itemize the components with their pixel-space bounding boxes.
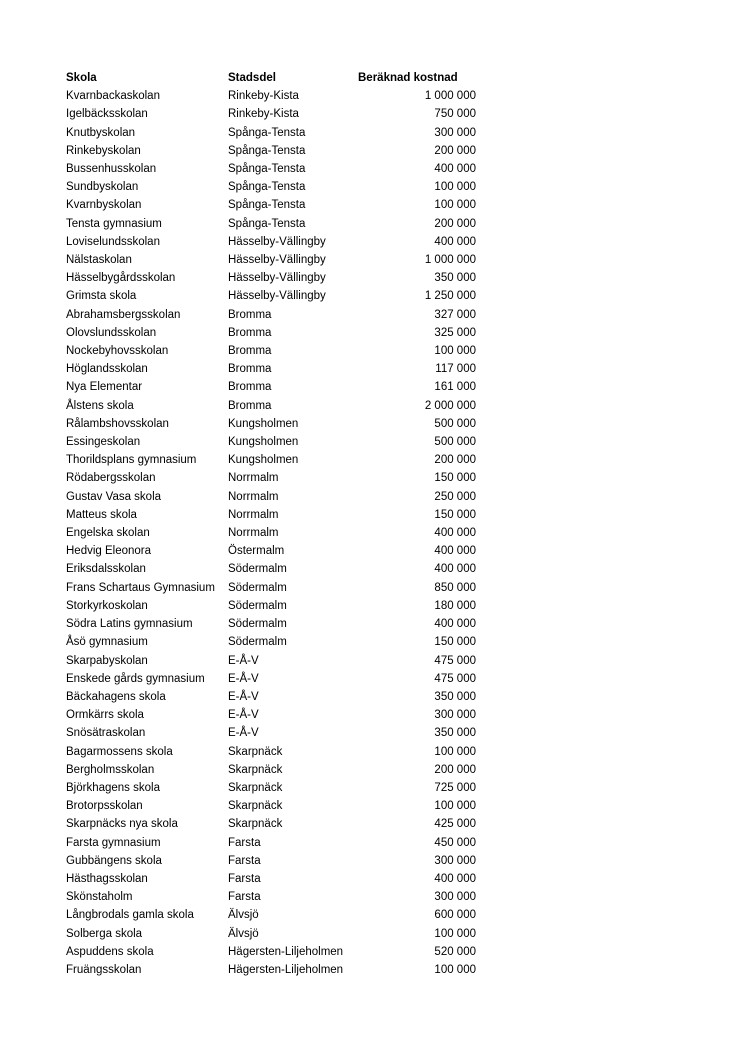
cell-cost: 150 000 [434, 636, 476, 649]
table-row [66, 724, 476, 742]
cell-district: Bromma [228, 363, 272, 376]
table-row [66, 670, 476, 688]
cell-cost: 750 000 [434, 108, 476, 121]
table-row [66, 743, 476, 761]
cell-school: Skarpabyskolan [66, 654, 148, 667]
cell-district: Bromma [228, 399, 272, 412]
cell-school: Gustav Vasa skola [66, 490, 162, 503]
cell-cost: 1 000 000 [424, 254, 476, 267]
cell-cost: 400 000 [434, 872, 476, 885]
table-row [66, 633, 476, 651]
table-row [66, 943, 476, 961]
cell-school: Långbrodals gamla skola [66, 909, 194, 922]
cell-cost: 400 000 [434, 618, 476, 631]
cell-cost: 150 000 [434, 472, 476, 485]
cell-school: Sundbyskolan [66, 181, 139, 194]
cell-district: Skarpnäck [228, 781, 283, 794]
cell-cost: 150 000 [434, 508, 476, 521]
cell-district: Södermalm [228, 581, 287, 594]
cell-cost: 475 000 [434, 654, 476, 667]
cell-district: Södermalm [228, 636, 287, 649]
table-row [66, 105, 476, 123]
cell-school: Matteus skola [66, 508, 137, 521]
cell-district: Bromma [228, 345, 272, 358]
cell-district: Kungsholmen [228, 436, 299, 449]
table-row [66, 688, 476, 706]
table-row [66, 342, 476, 360]
cell-cost: 100 000 [434, 345, 476, 358]
cell-cost: 100 000 [434, 927, 476, 940]
cell-school: Loviselundsskolan [66, 235, 160, 248]
table-row [66, 87, 476, 105]
cell-cost: 1 250 000 [424, 290, 476, 303]
table-row [66, 196, 476, 214]
table-row [66, 761, 476, 779]
cell-cost: 100 000 [434, 745, 476, 758]
table-row [66, 178, 476, 196]
cell-cost: 200 000 [434, 454, 476, 467]
cell-school: Farsta gymnasium [66, 836, 161, 849]
cell-cost: 200 000 [434, 144, 476, 157]
cell-school: Snösätraskolan [66, 727, 146, 740]
table-row [66, 797, 476, 815]
cell-cost: 100 000 [434, 800, 476, 813]
cell-district: Rinkeby-Kista [228, 90, 299, 103]
cell-district: Hässelby-Vällingby [228, 272, 326, 285]
cell-cost: 400 000 [434, 163, 476, 176]
table-body [66, 87, 476, 979]
cell-cost: 300 000 [434, 126, 476, 139]
table-row [66, 451, 476, 469]
cell-cost: 327 000 [434, 308, 476, 321]
table-row [66, 542, 476, 560]
table-row [66, 870, 476, 888]
cell-school: Thorildsplans gymnasium [66, 454, 197, 467]
cell-district: Farsta [228, 891, 261, 904]
cell-cost: 1 000 000 [424, 90, 476, 103]
cell-cost: 325 000 [434, 326, 476, 339]
cell-cost: 100 000 [434, 963, 476, 976]
cell-school: Rinkebyskolan [66, 144, 141, 157]
cell-district: Södermalm [228, 599, 287, 612]
cell-cost: 100 000 [434, 199, 476, 212]
table-row [66, 906, 476, 924]
cell-district: Bromma [228, 326, 272, 339]
table-row [66, 124, 476, 142]
cell-school: Engelska skolan [66, 527, 150, 540]
table-row [66, 834, 476, 852]
cell-cost: 400 000 [434, 545, 476, 558]
cell-district: Spånga-Tensta [228, 144, 306, 157]
cell-district: Farsta [228, 836, 261, 849]
table-row [66, 142, 476, 160]
table-row [66, 852, 476, 870]
cell-school: Fruängsskolan [66, 963, 142, 976]
cell-district: Norrmalm [228, 472, 279, 485]
cell-district: Älvsjö [228, 927, 259, 940]
header-school: Skola [66, 72, 97, 84]
cell-cost: 300 000 [434, 854, 476, 867]
cell-cost: 500 000 [434, 417, 476, 430]
cell-school: Ormkärrs skola [66, 709, 144, 722]
cell-district: Norrmalm [228, 508, 279, 521]
cell-school: Ålstens skola [66, 399, 134, 412]
cost-table-sheet [66, 69, 476, 979]
cell-cost: 600 000 [434, 909, 476, 922]
cell-cost: 350 000 [434, 272, 476, 285]
table-row [66, 251, 476, 269]
cell-school: Aspuddens skola [66, 945, 154, 958]
cell-cost: 500 000 [434, 436, 476, 449]
cell-district: E-Å-V [228, 654, 259, 667]
table-row [66, 597, 476, 615]
cell-district: Hässelby-Vällingby [228, 290, 326, 303]
cell-cost: 475 000 [434, 672, 476, 685]
table-row [66, 579, 476, 597]
cell-district: E-Å-V [228, 690, 259, 703]
cell-district: Södermalm [228, 618, 287, 631]
cell-school: Olovslundsskolan [66, 326, 157, 339]
cell-cost: 400 000 [434, 235, 476, 248]
cell-school: Åsö gymnasium [66, 636, 148, 649]
table-row [66, 524, 476, 542]
table-row [66, 488, 476, 506]
cell-district: Östermalm [228, 545, 285, 558]
table-row [66, 306, 476, 324]
cell-cost: 200 000 [434, 763, 476, 776]
cell-cost: 400 000 [434, 563, 476, 576]
cell-school: Bergholmsskolan [66, 763, 155, 776]
cell-district: Skarpnäck [228, 818, 283, 831]
cell-school: Nockebyhovsskolan [66, 345, 169, 358]
table-header-row [66, 69, 476, 87]
cell-district: Kungsholmen [228, 417, 299, 430]
cell-school: Hästhagsskolan [66, 872, 148, 885]
cell-district: Farsta [228, 872, 261, 885]
cell-school: Enskede gårds gymnasium [66, 672, 205, 685]
cell-district: Kungsholmen [228, 454, 299, 467]
cell-cost: 520 000 [434, 945, 476, 958]
table-row [66, 560, 476, 578]
cell-school: Höglandsskolan [66, 363, 148, 376]
cell-district: Rinkeby-Kista [228, 108, 299, 121]
cell-district: Skarpnäck [228, 800, 283, 813]
cell-school: Bagarmossens skola [66, 745, 173, 758]
cell-school: Essingeskolan [66, 436, 141, 449]
table-row [66, 160, 476, 178]
cell-cost: 200 000 [434, 217, 476, 230]
cell-district: Norrmalm [228, 527, 279, 540]
cell-school: Kvarnbyskolan [66, 199, 142, 212]
cell-school: Södra Latins gymnasium [66, 618, 193, 631]
cell-cost: 400 000 [434, 527, 476, 540]
cell-district: Hässelby-Vällingby [228, 254, 326, 267]
cell-school: Gubbängens skola [66, 854, 162, 867]
cell-district: Spånga-Tensta [228, 181, 306, 194]
cell-school: Brotorpsskolan [66, 800, 143, 813]
table-row [66, 324, 476, 342]
cell-district: Älvsjö [228, 909, 259, 922]
table-row [66, 506, 476, 524]
cell-district: Spånga-Tensta [228, 163, 306, 176]
cell-school: Skarpnäcks nya skola [66, 818, 178, 831]
cell-school: Igelbäcksskolan [66, 108, 148, 121]
cell-school: Hässelbygårdsskolan [66, 272, 176, 285]
cell-school: Eriksdalsskolan [66, 563, 146, 576]
cell-school: Tensta gymnasium [66, 217, 162, 230]
table-row [66, 378, 476, 396]
cell-district: Farsta [228, 854, 261, 867]
cell-district: E-Å-V [228, 709, 259, 722]
table-row [66, 287, 476, 305]
cell-cost: 850 000 [434, 581, 476, 594]
cell-district: Spånga-Tensta [228, 217, 306, 230]
cell-district: Hässelby-Vällingby [228, 235, 326, 248]
cell-school: Abrahamsbergsskolan [66, 308, 181, 321]
cell-cost: 117 000 [435, 363, 476, 376]
cell-school: Hedvig Eleonora [66, 545, 152, 558]
cell-cost: 250 000 [434, 490, 476, 503]
table-row [66, 815, 476, 833]
cell-cost: 100 000 [434, 181, 476, 194]
table-row [66, 233, 476, 251]
cell-district: Hägersten-Liljeholmen [228, 963, 344, 976]
cell-school: Frans Schartaus Gymnasium [66, 581, 215, 594]
cell-district: Skarpnäck [228, 763, 283, 776]
cell-district: Bromma [228, 381, 272, 394]
cell-school: Nya Elementar [66, 381, 143, 394]
cell-district: Norrmalm [228, 490, 279, 503]
cell-school: Solberga skola [66, 927, 143, 940]
cell-cost: 300 000 [434, 709, 476, 722]
header-cost: Beräknad kostnad [358, 72, 458, 84]
cell-district: Bromma [228, 308, 272, 321]
cell-school: Skönstaholm [66, 891, 133, 904]
table-row [66, 397, 476, 415]
school-cost-table [66, 69, 476, 979]
table-row [66, 615, 476, 633]
cell-school: Storkyrkoskolan [66, 599, 148, 612]
cell-school: Rödabergsskolan [66, 472, 156, 485]
table-row [66, 888, 476, 906]
cell-cost: 300 000 [434, 891, 476, 904]
cell-cost: 161 000 [434, 381, 476, 394]
cell-school: Grimsta skola [66, 290, 137, 303]
cell-cost: 425 000 [434, 818, 476, 831]
table-row [66, 360, 476, 378]
cell-district: Spånga-Tensta [228, 199, 306, 212]
cell-district: Hägersten-Liljeholmen [228, 945, 344, 958]
table-row [66, 779, 476, 797]
table-row [66, 269, 476, 287]
cell-district: Spånga-Tensta [228, 126, 306, 139]
table-row [66, 215, 476, 233]
cell-school: Rålambshovsskolan [66, 417, 169, 430]
cell-cost: 180 000 [434, 599, 476, 612]
cell-cost: 350 000 [434, 727, 476, 740]
cell-district: Skarpnäck [228, 745, 283, 758]
cell-school: Bussenhusskolan [66, 163, 157, 176]
cell-district: Södermalm [228, 563, 287, 576]
cell-cost: 2 000 000 [424, 399, 476, 412]
cell-school: Bäckahagens skola [66, 690, 166, 703]
table-row [66, 415, 476, 433]
cell-school: Knutbyskolan [66, 126, 136, 139]
table-row [66, 961, 476, 979]
table-row [66, 652, 476, 670]
table-row [66, 706, 476, 724]
header-district: Stadsdel [228, 72, 276, 84]
cell-district: E-Å-V [228, 727, 259, 740]
cell-school: Nälstaskolan [66, 254, 132, 267]
cell-district: E-Å-V [228, 672, 259, 685]
table-row [66, 433, 476, 451]
cell-cost: 725 000 [434, 781, 476, 794]
cell-school: Björkhagens skola [66, 781, 160, 794]
cell-school: Kvarnbackaskolan [66, 90, 160, 103]
table-row [66, 469, 476, 487]
cell-cost: 350 000 [434, 690, 476, 703]
cell-cost: 450 000 [434, 836, 476, 849]
table-row [66, 925, 476, 943]
